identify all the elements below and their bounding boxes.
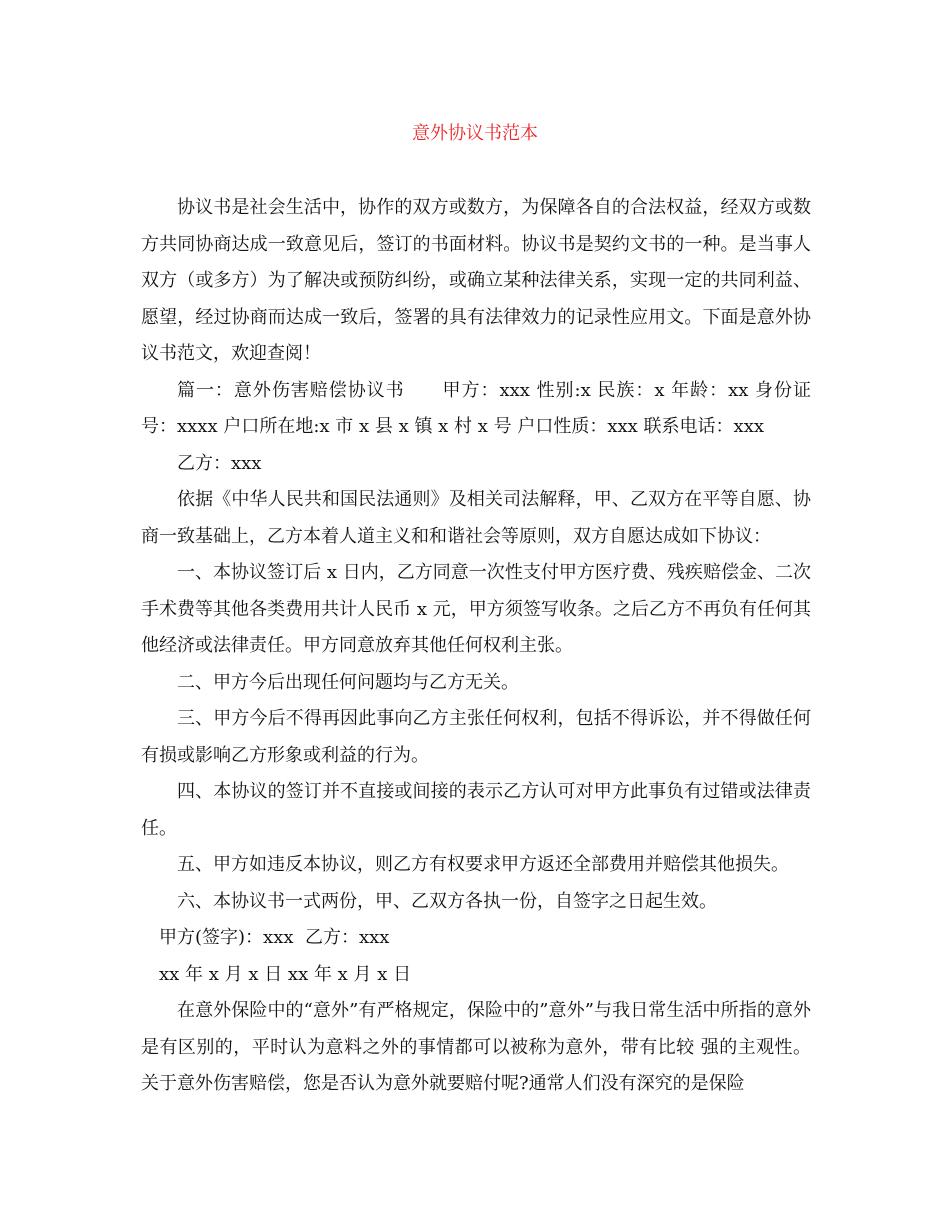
clause-3-paragraph: 三、甲方今后不得再因此事向乙方主张任何权利，包括不得诉讼，并不得做任何有损或影响乙方形象或利益的行为。: [141, 708, 811, 766]
intro-paragraph: 协议书是社会生活中，协作的双方或数方，为保障各自的合法权益，经双方或数方共同协商达成一致意见后，签订的书面材料。协议书是契约文书的一种。是当事人双方（或多方）为了解决或预防纠纷，或确立某种法律关系，实现一定的共同利益、愿望，经过协商而达成一致后，签署的具有法律效力的记录性应用文。下面是意外协议书范文，欢迎查阅！: [141, 197, 811, 364]
clause-6-paragraph: 六、本协议书一式两份，甲、乙双方各执一份，自签字之日起生效。: [177, 890, 717, 912]
document-title: 意外协议书范本: [412, 123, 538, 144]
document-body: [141, 190, 811, 1103]
clause-4-paragraph: 四、本协议的签订并不直接或间接的表示乙方认可对甲方此事负有过错或法律责任。: [141, 781, 811, 839]
clause-5-paragraph: 五、甲方如违反本协议，则乙方有权要求甲方返还全部费用并赔偿其他损失。: [177, 854, 789, 875]
clause-1-paragraph: 一、本协议签订后 x 日内，乙方同意一次性支付甲方医疗费、残疾赔偿金、二次手术费等其他各类费用共计人民币 x 元，甲方须签写收条。之后乙方不再负有任何其他经济或法律责任。甲方同意放弃其他任何权利主张。: [141, 562, 811, 656]
closing-paragraph: 在意外保险中的“意外”有严格规定，保险中的”意外”与我日常生活中所指的意外是有区别的，平时认为意料之外的事情都可以被称为意外，带有比较 强的主观性。关于意外伤害赔偿，您是否认为意外就要赔付呢?通常人们没有深究的是保险: [141, 1000, 811, 1094]
signature-line: 甲方(签字)：xxx 乙方：xxx: [159, 927, 390, 948]
legal-basis-paragraph: 依据《中华人民共和国民法通则》及相关司法解释，甲、乙双方在平等自愿、协商一致基础上，乙方本着人道主义和和谐社会等原则，双方自愿达成如下协议：: [141, 489, 811, 547]
party-b-paragraph: 乙方：xxx: [177, 452, 262, 474]
party-a-info-paragraph: 篇一：意外伤害赔偿协议书 甲方：xxx 性别:x 民族：x 年龄：xx 身份证号：xxxx 户口所在地:x 市 x 县 x 镇 x 村 x 号 户口性质：xxx 联系电话：xxx: [141, 379, 811, 437]
clause-2-paragraph: 二、甲方今后出现任何问题均与乙方无关。: [177, 671, 519, 693]
date-line: xx 年 x 月 x 日 xx 年 x 月 x 日: [159, 963, 412, 985]
